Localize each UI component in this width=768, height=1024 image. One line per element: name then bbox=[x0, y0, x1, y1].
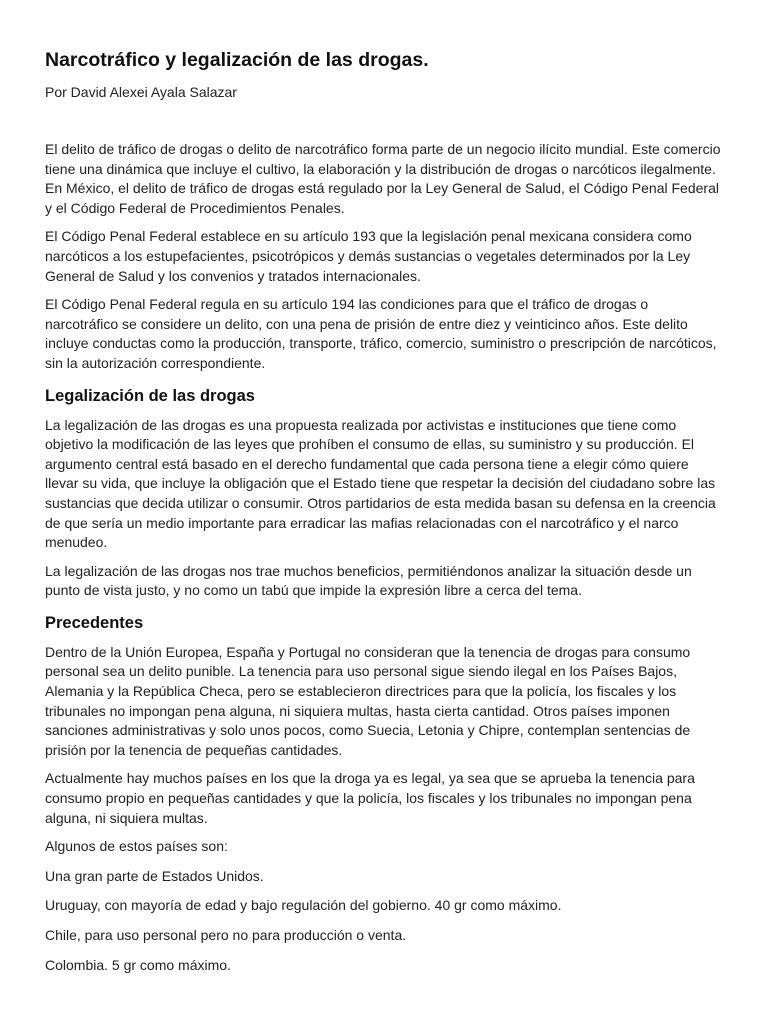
legalization-paragraph-1: La legalización de las drogas es una propuesta realizada por activistas e instituciones que tiene como objetivo la modificación de las leyes que prohíben el consumo de ellas, su suministro y su producción. El argumento central está basado en el derecho fundamental que cada persona tiene a elegir cómo quiere llevar su vida, que incluye la obligación que el Estado tiene que respetar la decisión del ciudadano sobre las sustancias que decida utilizar o consumir. Otros partidarios de esta medida basan su defensa en la creencia de que sería un medio importante para erradicar las mafias relacionadas con el narcotráfico y el narco menudeo. bbox=[45, 416, 716, 551]
country-item-uruguay: Uruguay, con mayoría de edad y bajo regulación del gobierno. 40 gr como máximo. bbox=[45, 897, 562, 914]
intro-paragraph-1: El delito de tráfico de drogas o delito de narcotráfico forma parte de un negocio ilícito mundial. Este comercio tiene una dinámica que incluye el cultivo, la elaboración y la distribución de drogas o narcóticos ilegalmente. En México, el delito de tráfico de drogas está regulado por la Ley General de Salud, el Código Penal Federal y el Código Federal de Procedimientos Penales. bbox=[45, 141, 721, 216]
legalization-paragraph-2: La legalización de las drogas nos trae muchos beneficios, permitiéndonos analizar la situación desde un punto de vista justo, y no como un tabú que impide la expresión libre a cerca del tema. bbox=[45, 562, 692, 599]
country-item-usa: Una gran parte de Estados Unidos. bbox=[45, 867, 264, 884]
precedents-paragraph-2: Actualmente hay muchos países en los que la droga ya es legal, ya sea que se aprueba la tenencia para consumo propio en pequeñas cantidades y que la policía, los fiscales y los tribunales no impongan pena alguna, ni siquiera multas. bbox=[45, 770, 695, 826]
intro-paragraph-3: El Código Penal Federal regula en su artículo 194 las condiciones para que el tráfico de drogas o narcotráfico se considere un delito, con una pena de prisión de entre diez y veinticinco años. Este delito incluye conductas como la producción, transporte, tráfico, comercio, suministro o prescripción de narcóticos, sin la autorización correspondiente. bbox=[45, 296, 717, 371]
intro-paragraph-2: El Código Penal Federal establece en su artículo 193 que la legislación penal mexicana considera como narcóticos a los estupefacientes, psicotrópicos y demás sustancias o vegetales determinados por la Ley General de Salud y los convenios y tratados internacionales. bbox=[45, 228, 692, 284]
country-item-colombia: Colombia. 5 gr como máximo. bbox=[45, 956, 231, 973]
legalization-heading: Legalización de las drogas bbox=[45, 386, 255, 405]
document-body bbox=[45, 140, 722, 975]
precedents-paragraph-1: Dentro de la Unión Europea, España y Portugal no consideran que la tenencia de drogas para consumo personal sea un delito punible. La tenencia para uso personal sigue siendo ilegal en los Países Bajos, Alemania y la República Checa, pero se establecieron directrices para que la policía, los fiscales y los tribunales no impongan pena alguna, ni siquiera multas, hasta cierta cantidad. Otros países imponen sanciones administrativas y solo unos pocos, como Suecia, Letonia y Chipre, contemplan sentencias de prisión por la tenencia de pequeñas cantidades. bbox=[45, 643, 691, 758]
precedents-heading: Precedentes bbox=[45, 613, 144, 632]
author-byline: Por David Alexei Ayala Salazar bbox=[45, 84, 237, 100]
country-item-chile: Chile, para uso personal pero no para producción o venta. bbox=[45, 927, 407, 943]
document-title: Narcotráfico y legalización de las drogas. bbox=[45, 49, 429, 71]
countries-intro: Algunos de estos países son: bbox=[45, 838, 228, 855]
